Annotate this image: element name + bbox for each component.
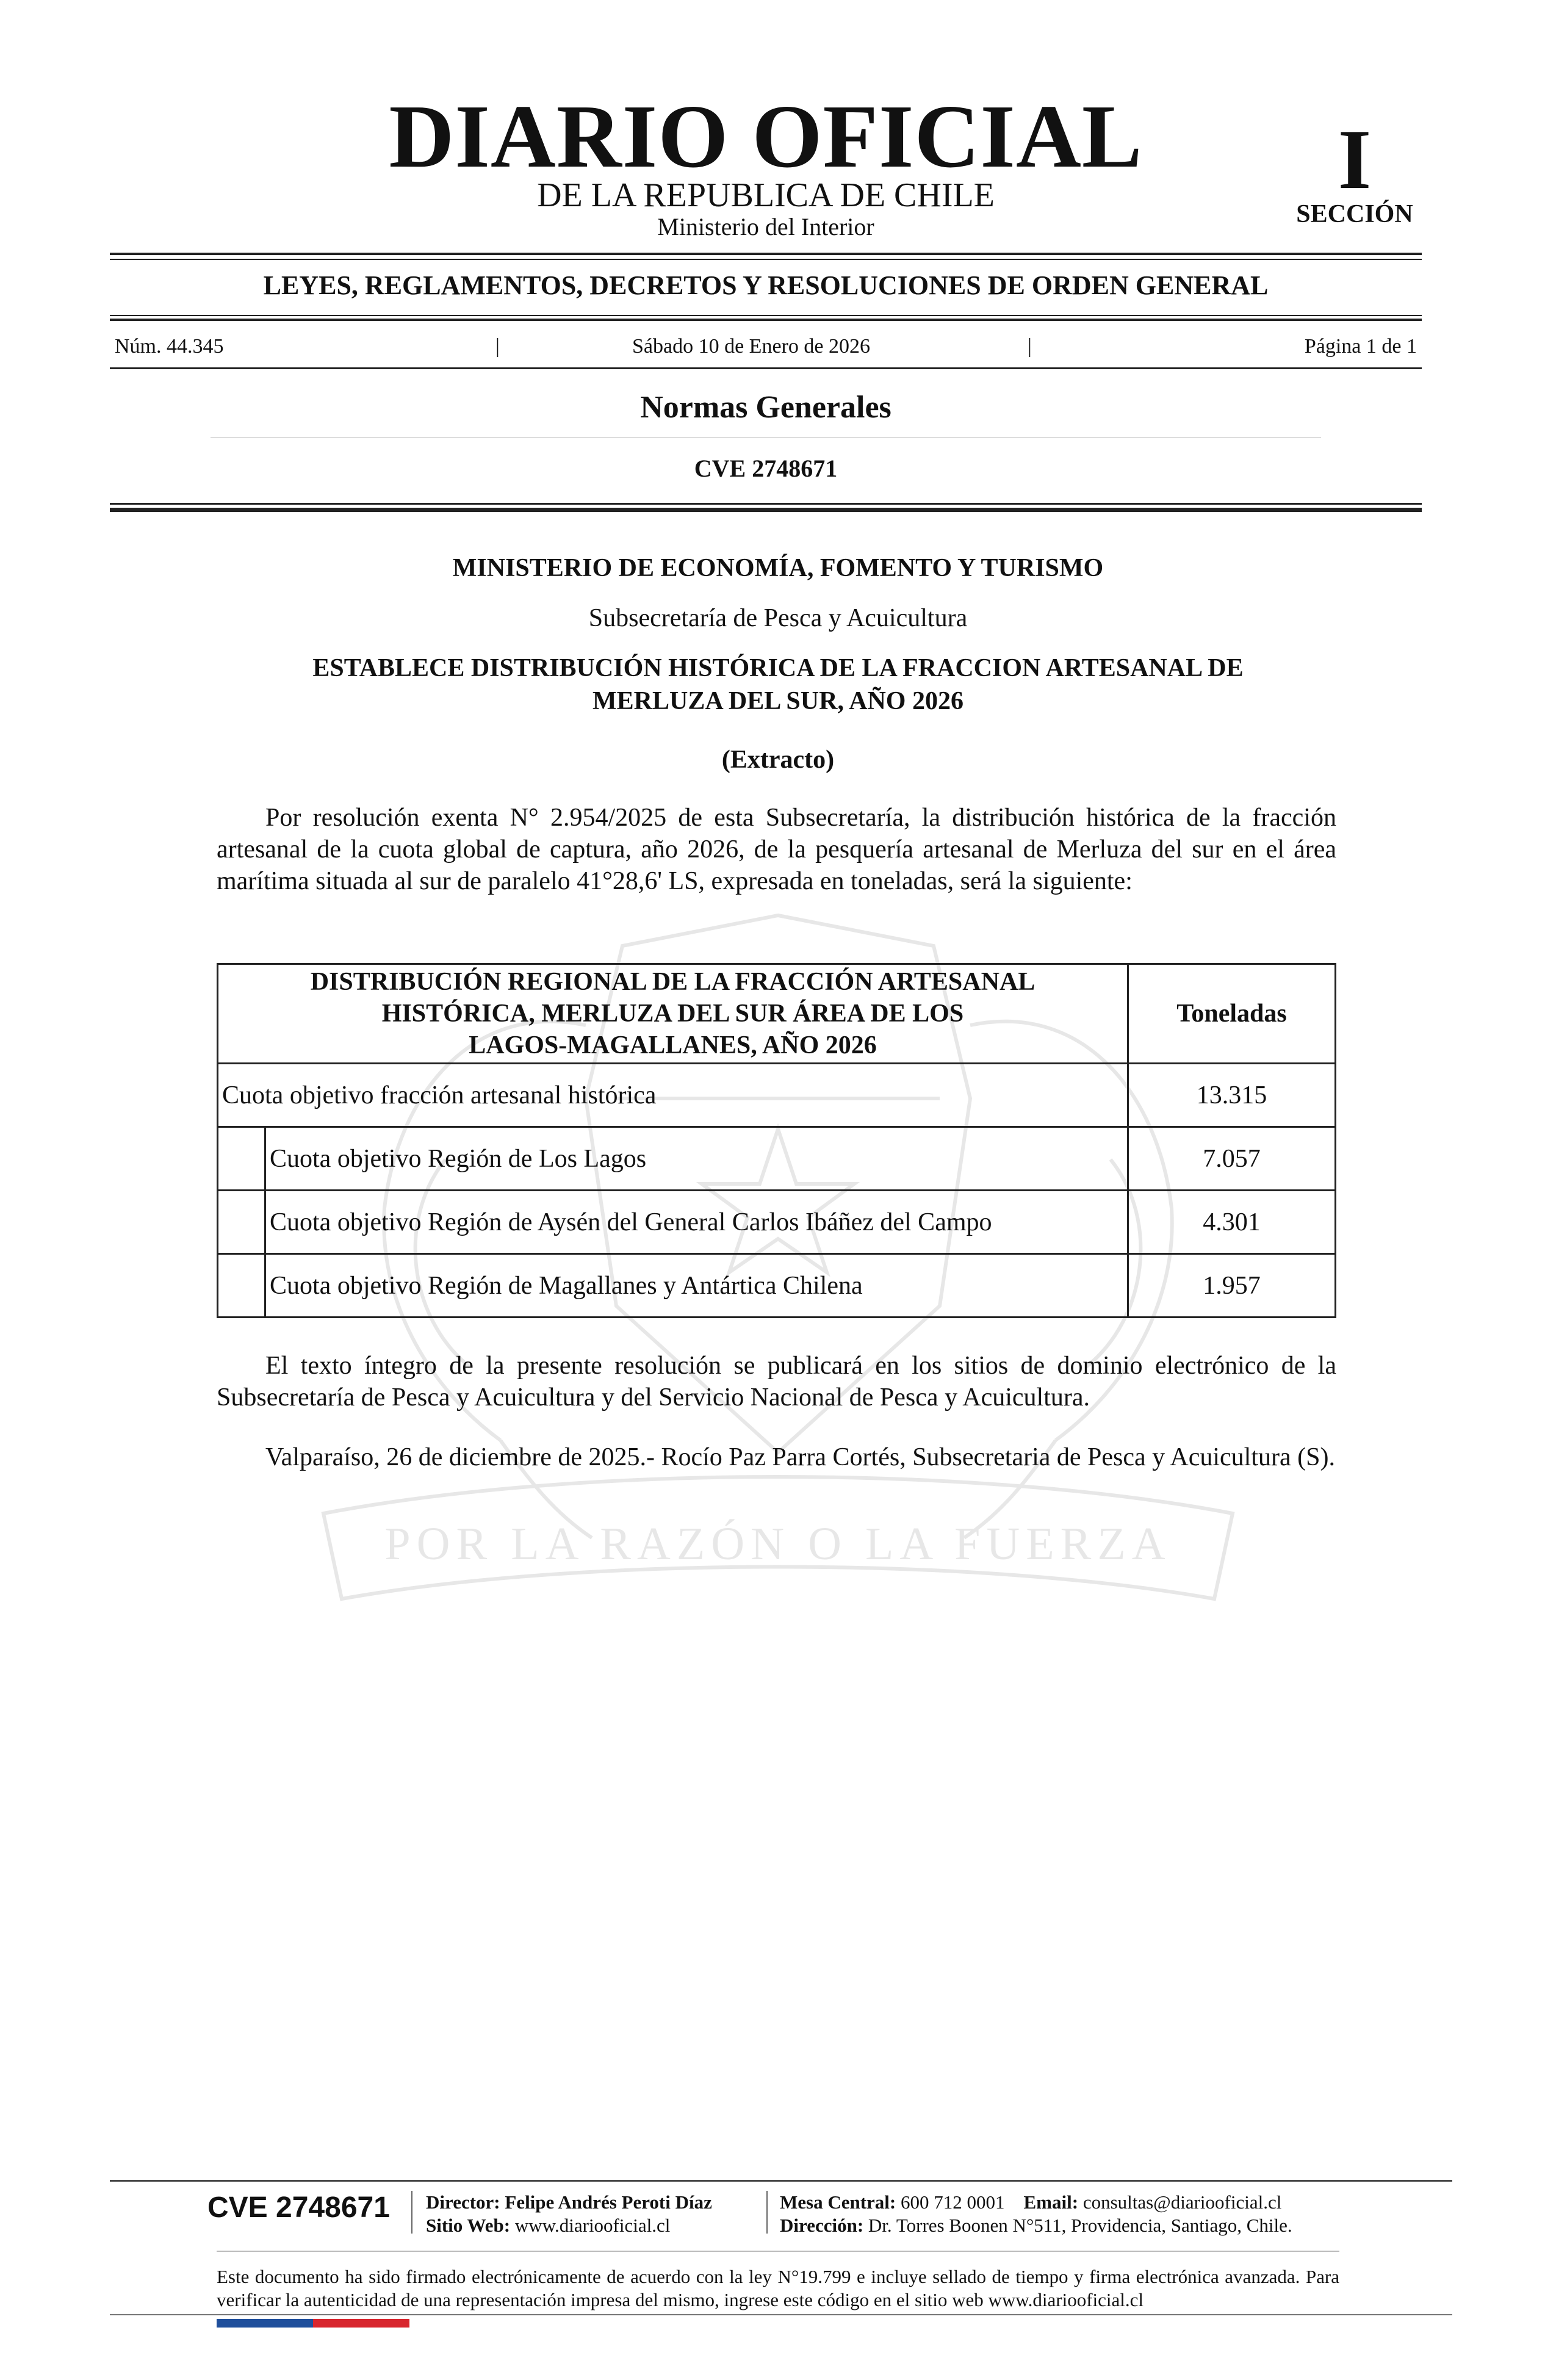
extract-label: (Extracto) xyxy=(721,746,835,774)
issue-date: Sábado 10 de Enero de 2026 xyxy=(632,335,870,358)
footer-rule-top xyxy=(110,2180,1452,2182)
masthead-subtitle: DE LA REPUBLICA DE CHILE xyxy=(537,176,995,214)
total-value: 13.315 xyxy=(1128,1064,1336,1127)
header-rule-mid-thin xyxy=(110,315,1422,316)
director-name: Felipe Andrés Peroti Díaz xyxy=(505,2191,712,2213)
email-link[interactable]: consultas@diariooficial.cl xyxy=(1082,2191,1282,2213)
ministry-heading: MINISTERIO DE ECONOMÍA, FOMENTO Y TURISMO xyxy=(452,554,1104,582)
header-rule-top xyxy=(110,253,1422,255)
body-rule-thin xyxy=(110,503,1422,505)
signature-paragraph: Valparaíso, 26 de diciembre de 2025.- Rocío Paz Parra Cortés, Subsecretaria de Pesca y Acuicultura (S). xyxy=(265,1443,1335,1471)
motto-text: POR LA RAZÓN O LA FUERZA xyxy=(384,1518,1172,1570)
issue-number: Núm. 44.345 xyxy=(115,335,224,358)
region-value: 7.057 xyxy=(1128,1127,1336,1191)
page-indicator: Página 1 de 1 xyxy=(1304,335,1417,358)
table-row xyxy=(218,1127,1336,1191)
footer-director-line xyxy=(426,2191,712,2214)
category-heading: LEYES, REGLAMENTOS, DECRETOS Y RESOLUCIONES DE ORDEN GENERAL xyxy=(263,270,1269,300)
document-title-line: ESTABLECE DISTRIBUCIÓN HISTÓRICA DE LA FRACCION ARTESANAL DE xyxy=(312,654,1244,682)
table-title-line: LAGOS-MAGALLANES, AÑO 2026 xyxy=(469,1031,877,1059)
table-row xyxy=(218,1254,1336,1318)
website-link[interactable]: www.diariooficial.cl xyxy=(514,2215,671,2236)
section-number: I xyxy=(1338,112,1372,207)
website-label: Sitio Web: xyxy=(426,2215,511,2236)
table-title-line: HISTÓRICA, MERLUZA DEL SUR ÁREA DE LOS xyxy=(381,1000,964,1028)
body-rule-thick xyxy=(110,508,1422,512)
region-label: Cuota objetivo Región de Aysén del General Carlos Ibáñez del Campo xyxy=(265,1191,1128,1254)
publication-paragraph: El texto íntegro de la presente resolución se publicará en los sitios de dominio electrónico de la Subsecretaría de Pesca y Acuicultura y del Servicio Nacional de Pesca y Acuicultura. xyxy=(217,1352,1336,1412)
director-label: Director: xyxy=(426,2191,500,2213)
masthead-ministry: Ministerio del Interior xyxy=(657,213,874,240)
tonnes-header: Toneladas xyxy=(1128,964,1336,1064)
footer-signature-note: Este documento ha sido firmado electrónicamente de acuerdo con la ley N°19.799 e incluye sellado de tiempo y firma electrónica avanzada. Para verificar la autenticidad de una representación impresa del mismo, ingrese este código en el sitio web www.diariooficial.cl xyxy=(217,2266,1339,2310)
subsecretariat-name: Subsecretaría de Pesca y Acuicultura xyxy=(588,604,968,632)
footer-director-block xyxy=(426,2191,712,2237)
header-rule-mid xyxy=(110,319,1422,321)
info-rule xyxy=(110,367,1422,369)
distribution-table xyxy=(217,963,1336,1318)
flag-stripe-blue xyxy=(217,2319,313,2328)
total-label: Cuota objetivo fracción artesanal histórica xyxy=(218,1064,1128,1127)
footer-rule-mid xyxy=(217,2251,1339,2252)
section-label: SECCIÓN xyxy=(1296,200,1413,228)
intro-paragraph: Por resolución exenta N° 2.954/2025 de esta Subsecretaría, la distribución histórica de la fracción artesanal de la cuota global de captura, año 2026, de la pesquería artesanal de Merluza del sur en el área marítima situada al sur de paralelo 41°28,6' LS, expresada en toneladas, será la siguiente: xyxy=(217,804,1336,895)
footer-rule-bottom xyxy=(110,2314,1452,2315)
footer-divider xyxy=(766,2191,768,2234)
region-value: 4.301 xyxy=(1128,1191,1336,1254)
indent-cell xyxy=(218,1254,265,1318)
table-title-line: DISTRIBUCIÓN REGIONAL DE LA FRACCIÓN ARTESANAL xyxy=(310,968,1036,996)
email-label: Email: xyxy=(1023,2191,1079,2213)
phone-label: Mesa Central: xyxy=(780,2191,896,2213)
norms-divider xyxy=(211,437,1321,438)
footer-contact-block xyxy=(780,2191,1292,2237)
footer-website-line xyxy=(426,2214,712,2237)
cve-code: CVE 2748671 xyxy=(694,455,838,482)
footer-address-line xyxy=(780,2214,1292,2237)
region-label: Cuota objetivo Región de Magallanes y Antártica Chilena xyxy=(265,1254,1128,1318)
indent-cell xyxy=(218,1191,265,1254)
region-value: 1.957 xyxy=(1128,1254,1336,1318)
address-label: Dirección: xyxy=(780,2215,864,2236)
document-title xyxy=(217,652,1339,718)
info-separator: | xyxy=(495,335,500,358)
info-separator: | xyxy=(1028,335,1032,358)
indent-cell xyxy=(218,1127,265,1191)
table-row xyxy=(218,1191,1336,1254)
phone-number: 600 712 0001 xyxy=(901,2191,1005,2213)
norms-heading: Normas Generales xyxy=(640,390,891,425)
document-title-line: MERLUZA DEL SUR, AÑO 2026 xyxy=(593,687,963,715)
address-text: Dr. Torres Boonen N°511, Providencia, Santiago, Chile. xyxy=(868,2215,1292,2236)
footer-divider xyxy=(411,2191,412,2234)
region-label: Cuota objetivo Región de Los Lagos xyxy=(265,1127,1128,1191)
flag-stripe-red xyxy=(313,2319,409,2328)
masthead-title: DIARIO OFICIAL xyxy=(389,87,1143,187)
table-title-cell xyxy=(218,964,1128,1064)
header-rule-top-thin xyxy=(110,259,1422,260)
table-header-row xyxy=(218,964,1336,1064)
footer-contact-line xyxy=(780,2191,1292,2214)
footer-cve-code: CVE 2748671 xyxy=(207,2191,390,2224)
issue-info-row xyxy=(110,334,1422,359)
table-row xyxy=(218,1064,1336,1127)
